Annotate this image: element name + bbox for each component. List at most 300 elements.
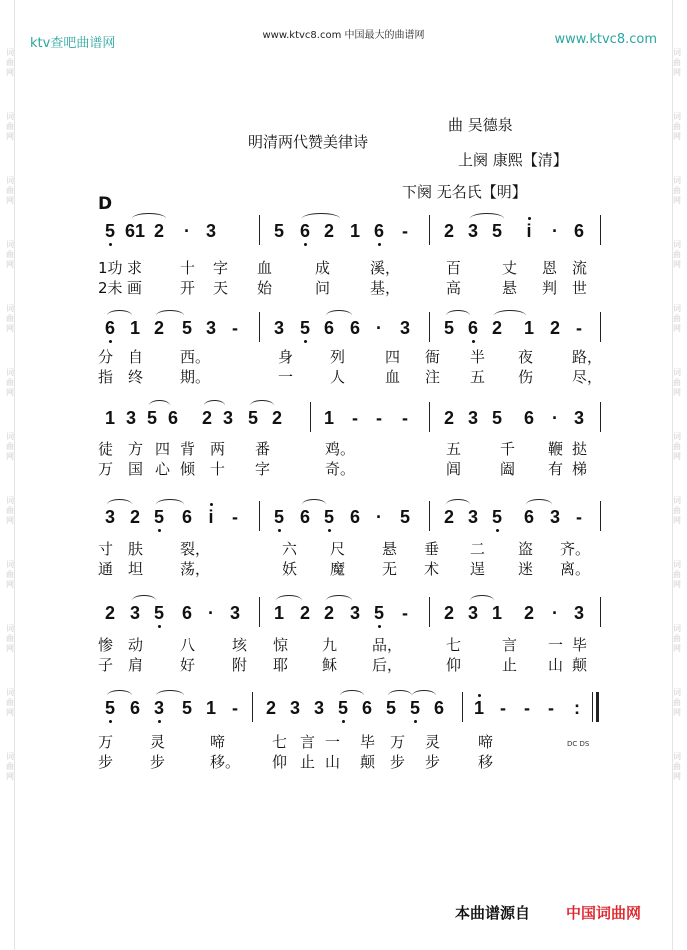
- score-note: 6: [523, 408, 534, 428]
- octave-dot: [109, 243, 112, 246]
- octave-dot: [158, 625, 161, 628]
- score-note: 1: [491, 603, 502, 623]
- lyric-word: 字: [213, 259, 229, 277]
- score-note: 2: [323, 603, 334, 623]
- lyric-word: 番: [255, 440, 271, 458]
- lyric-word: 天: [213, 279, 229, 297]
- bar-line: [429, 597, 430, 627]
- watermark-glyph: 曲: [673, 186, 681, 195]
- score-note: 6: [349, 507, 360, 527]
- score-note: -: [576, 507, 582, 527]
- lyric-word: 荡，: [180, 560, 211, 578]
- score-note: -: [232, 318, 238, 338]
- lyric-word: 四: [155, 440, 171, 458]
- watermark-glyph: 网: [673, 452, 681, 461]
- watermark-glyph: 曲: [6, 58, 14, 67]
- lyric-word: 迷: [518, 560, 534, 578]
- lyric-word: 字: [255, 460, 271, 478]
- header-site-name[interactable]: ktv查吧曲谱网: [30, 36, 116, 51]
- lyric-word: 半: [470, 348, 486, 366]
- score-note: 6: [467, 318, 478, 338]
- bar-line: [600, 312, 601, 342]
- score-note: 2: [443, 507, 454, 527]
- lyric-word: 百: [446, 259, 462, 277]
- lyric-word: 千: [500, 440, 516, 458]
- lyric-word: 成: [315, 259, 331, 277]
- lyric-word: 魔: [330, 560, 346, 578]
- score-note: 2: [323, 221, 334, 241]
- octave-dot: [328, 529, 331, 532]
- lyric-word: 言: [300, 733, 316, 751]
- score-note: -: [232, 507, 238, 527]
- score-note: ·: [184, 221, 190, 241]
- watermark-glyph: 网: [673, 644, 681, 653]
- lyric-word: 六: [282, 540, 298, 558]
- score-note: 2: [523, 603, 534, 623]
- octave-dot: [478, 694, 481, 697]
- lyric-word: 十: [210, 460, 226, 478]
- lyric-word: 十: [180, 259, 196, 277]
- watermark-glyph: 曲: [673, 762, 681, 771]
- score-note: 5: [299, 318, 310, 338]
- watermark-glyph: 网: [673, 132, 681, 141]
- slur-mark: [526, 499, 552, 510]
- watermark-glyph: 词: [6, 688, 14, 697]
- octave-dot: [378, 625, 381, 628]
- score-note: ·: [552, 603, 558, 623]
- score-note: 5: [153, 507, 164, 527]
- score-note: ·: [376, 318, 382, 338]
- octave-dot: [414, 720, 417, 723]
- octave-dot: [109, 720, 112, 723]
- lyric-word: 基，: [370, 279, 401, 297]
- slur-mark: [250, 400, 274, 411]
- score-note: 6: [299, 507, 310, 527]
- score-note: 6: [323, 318, 334, 338]
- score-note: -: [376, 408, 382, 428]
- watermark-glyph: 网: [673, 580, 681, 589]
- lyric-word: 夜: [518, 348, 534, 366]
- score-note: 3: [573, 408, 584, 428]
- score-note: 3: [399, 318, 410, 338]
- score-note: 3: [313, 698, 324, 718]
- slur-mark: [204, 400, 225, 411]
- watermark-glyph: 词: [6, 624, 14, 633]
- score-note: 6: [181, 603, 192, 623]
- watermark-glyph: 网: [673, 708, 681, 717]
- footer-source-name[interactable]: 中国词曲网: [566, 904, 642, 922]
- lyric-word: 附: [232, 656, 248, 674]
- score-note: 1: [523, 318, 534, 338]
- score-note: 5: [273, 221, 284, 241]
- lyric-word: 无: [382, 560, 398, 578]
- watermark-glyph: 网: [6, 708, 14, 717]
- lyric-word: 仰: [446, 656, 462, 674]
- slur-mark: [326, 310, 352, 321]
- lyric-word: 路，: [572, 348, 603, 366]
- lyric-word: 悬: [502, 279, 518, 297]
- lyric-word: 世: [572, 279, 588, 297]
- lyric-word: 指: [98, 368, 114, 386]
- lyric-word: 耶: [273, 656, 289, 674]
- slur-mark: [494, 310, 526, 321]
- lyric-word: 开: [180, 279, 196, 297]
- lyric-word: 一: [548, 636, 564, 654]
- score-note: 1: [323, 408, 334, 428]
- slur-mark: [446, 310, 470, 321]
- lyric-word: 肩: [128, 656, 144, 674]
- left-watermark-strip: [0, 0, 15, 950]
- lyric-word: 啼: [210, 733, 226, 751]
- octave-dot: [378, 243, 381, 246]
- score-note: 5: [146, 408, 157, 428]
- score-note: -: [402, 408, 408, 428]
- score-note: 3: [289, 698, 300, 718]
- score-note: :: [574, 698, 580, 718]
- bar-line: [429, 501, 430, 531]
- lyric-word: 七: [272, 733, 288, 751]
- watermark-glyph: 曲: [673, 570, 681, 579]
- lyric-word: 国: [128, 460, 144, 478]
- score-note: 3: [205, 221, 216, 241]
- score-note: 1: [473, 698, 484, 718]
- score-note: -: [576, 318, 582, 338]
- score-note: 6: [299, 221, 310, 241]
- watermark-glyph: 曲: [673, 506, 681, 515]
- score-note: 5: [385, 698, 396, 718]
- bar-line: [259, 215, 260, 245]
- lyric-word: 列: [330, 348, 346, 366]
- lyric-word: 奇。: [325, 460, 356, 478]
- watermark-glyph: 词: [673, 752, 681, 761]
- lyric-word: 尽，: [572, 368, 603, 386]
- lyric-word: 颠: [360, 753, 376, 771]
- score-note: 5: [399, 507, 410, 527]
- score-note: 6: [573, 221, 584, 241]
- lyric-word: 万: [98, 460, 114, 478]
- lyric-word: 止: [502, 656, 518, 674]
- lyric-word: 啼: [478, 733, 494, 751]
- watermark-glyph: 曲: [6, 314, 14, 323]
- watermark-glyph: 词: [6, 560, 14, 569]
- slur-mark: [107, 499, 132, 510]
- lyric-word: 丈: [502, 259, 518, 277]
- score-note: 2: [299, 603, 310, 623]
- score-note: 2: [104, 603, 115, 623]
- score-note: 3: [153, 698, 164, 718]
- lyric-word: 阊: [446, 460, 462, 478]
- slur-mark: [156, 310, 184, 321]
- lyric-word: 灵: [425, 733, 441, 751]
- lyric-word: 鸡。: [325, 440, 356, 458]
- octave-dot: [158, 720, 161, 723]
- lyric-word: 七: [446, 636, 462, 654]
- score-note: 6: [167, 408, 178, 428]
- score-note: 6: [129, 698, 140, 718]
- octave-dot: [342, 720, 345, 723]
- lyric-word: 盗: [518, 540, 534, 558]
- score-note: 5: [337, 698, 348, 718]
- watermark-glyph: 词: [673, 304, 681, 313]
- lyric-word: 身: [278, 348, 294, 366]
- watermark-glyph: 词: [673, 368, 681, 377]
- lyric-word: 终: [128, 368, 144, 386]
- lyric-word: 移。: [210, 753, 241, 771]
- lyricist-credit-2: 下阕 无名氏【明】: [402, 183, 527, 201]
- score-note: 1: [104, 408, 115, 428]
- watermark-glyph: 词: [6, 432, 14, 441]
- watermark-glyph: 曲: [6, 570, 14, 579]
- watermark-glyph: 曲: [673, 314, 681, 323]
- watermark-glyph: 曲: [673, 442, 681, 451]
- watermark-glyph: 曲: [673, 250, 681, 259]
- slur-mark: [156, 499, 184, 510]
- slur-mark: [107, 310, 132, 321]
- score-note: 3: [125, 408, 136, 428]
- octave-dot: [528, 217, 531, 220]
- key-signature: D: [98, 194, 113, 214]
- lyric-word: 言: [502, 636, 518, 654]
- watermark-glyph: 网: [673, 196, 681, 205]
- slur-mark: [149, 400, 170, 411]
- slur-mark: [470, 595, 494, 606]
- lyric-word: 灵: [150, 733, 166, 751]
- lyric-word: 阖: [500, 460, 516, 478]
- watermark-glyph: 网: [6, 132, 14, 141]
- bar-line: [252, 692, 253, 722]
- lyric-word: 两: [210, 440, 226, 458]
- score-note: i: [526, 221, 532, 241]
- lyric-word: 高: [446, 279, 462, 297]
- watermark-glyph: 网: [673, 324, 681, 333]
- watermark-glyph: 词: [673, 624, 681, 633]
- score-note: 1: [273, 603, 284, 623]
- lyric-word: 期。: [180, 368, 211, 386]
- lyric-word: 惨: [98, 636, 114, 654]
- lyric-word: 八: [180, 636, 196, 654]
- score-note: 3: [467, 507, 478, 527]
- watermark-glyph: 曲: [673, 378, 681, 387]
- lyric-word: 裂，: [180, 540, 211, 558]
- slur-mark: [276, 595, 302, 606]
- watermark-glyph: 网: [6, 260, 14, 269]
- watermark-glyph: 网: [6, 68, 14, 77]
- lyric-word: 子: [98, 656, 114, 674]
- lyric-word: 背: [180, 440, 196, 458]
- score-note: 5: [491, 221, 502, 241]
- lyric-word: 注: [425, 368, 441, 386]
- score-note: 6: [181, 507, 192, 527]
- watermark-glyph: 曲: [673, 698, 681, 707]
- lyric-word: 妖: [282, 560, 298, 578]
- lyric-word: 五: [470, 368, 486, 386]
- watermark-glyph: 词: [673, 176, 681, 185]
- score-note: 5: [181, 698, 192, 718]
- lyric-word: 毕: [360, 733, 376, 751]
- score-note: 3: [349, 603, 360, 623]
- lyric-word: 坦: [128, 560, 144, 578]
- lyric-word: 心: [155, 460, 171, 478]
- lyric-word: 步: [98, 753, 114, 771]
- lyric-word: 衙: [425, 348, 441, 366]
- lyric-word: 四: [385, 348, 401, 366]
- watermark-glyph: 曲: [673, 122, 681, 131]
- slur-mark: [388, 690, 412, 701]
- right-watermark-strip: [672, 0, 687, 950]
- lyric-word: 倾: [180, 460, 196, 478]
- score-note: -: [402, 221, 408, 241]
- watermark-glyph: 词: [6, 240, 14, 249]
- octave-dot: [472, 340, 475, 343]
- lyric-word: 离。: [560, 560, 591, 578]
- score-note: 2: [443, 221, 454, 241]
- watermark-glyph: 网: [6, 324, 14, 333]
- lyric-word: 五: [446, 440, 462, 458]
- lyric-word: 好: [180, 656, 196, 674]
- bar-line: [259, 597, 260, 627]
- octave-dot: [158, 529, 161, 532]
- lyric-word: 步: [150, 753, 166, 771]
- watermark-glyph: 网: [6, 644, 14, 653]
- score-note: 1: [349, 221, 360, 241]
- lyric-word: 惊: [273, 636, 289, 654]
- lyric-word: 后，: [372, 656, 403, 674]
- header-site-url[interactable]: www.ktvc8.com: [554, 32, 657, 47]
- lyric-word: 一: [325, 733, 341, 751]
- watermark-glyph: 词: [6, 496, 14, 505]
- score-note: 6: [523, 507, 534, 527]
- score-note: -: [524, 698, 530, 718]
- header-site-slogan: www.ktvc8.com 中国最大的曲谱网: [262, 30, 425, 41]
- score-note: 3: [104, 507, 115, 527]
- score-note: 2: [491, 318, 502, 338]
- score-note: -: [402, 603, 408, 623]
- score-note: 3: [467, 408, 478, 428]
- lyric-word: 伤: [518, 368, 534, 386]
- lyric-word: 仰: [272, 753, 288, 771]
- watermark-glyph: 曲: [6, 186, 14, 195]
- slur-mark: [107, 690, 132, 701]
- watermark-glyph: 词: [673, 112, 681, 121]
- composer-credit: 曲 吴德泉: [448, 116, 513, 134]
- score-note: 2: [153, 318, 164, 338]
- lyric-word: 通: [98, 560, 114, 578]
- lyric-word: 分: [98, 348, 114, 366]
- lyric-word: 山: [325, 753, 341, 771]
- lyric-word: 九: [322, 636, 338, 654]
- slur-mark: [326, 595, 352, 606]
- watermark-glyph: 网: [6, 196, 14, 205]
- lyric-word: 自: [128, 348, 144, 366]
- watermark-glyph: 曲: [6, 698, 14, 707]
- lyric-word: 逞: [470, 560, 486, 578]
- watermark-glyph: 网: [673, 260, 681, 269]
- lyric-word: 术: [424, 560, 440, 578]
- bar-line: [600, 402, 601, 432]
- lyric-word: 颠: [572, 656, 588, 674]
- score-note: 2: [443, 408, 454, 428]
- score-note: 6: [349, 318, 360, 338]
- score-note: 5: [273, 507, 284, 527]
- score-note: 5: [491, 408, 502, 428]
- score-note: 2: [201, 408, 212, 428]
- lyric-word: 稣: [322, 656, 338, 674]
- lyric-word: 动: [128, 636, 144, 654]
- score-note: 3: [573, 603, 584, 623]
- score-note: ·: [208, 603, 214, 623]
- watermark-glyph: 曲: [6, 378, 14, 387]
- score-note: 5: [409, 698, 420, 718]
- score-note: 61: [124, 221, 146, 241]
- watermark-glyph: 词: [673, 240, 681, 249]
- score-note: -: [500, 698, 506, 718]
- score-note: 3: [467, 603, 478, 623]
- lyric-word: 止: [300, 753, 316, 771]
- lyric-word: 问: [315, 279, 331, 297]
- slur-mark: [446, 499, 470, 510]
- score-note: 2: [443, 603, 454, 623]
- lyric-word: 垓: [232, 636, 248, 654]
- watermark-glyph: 网: [6, 388, 14, 397]
- watermark-glyph: 词: [673, 496, 681, 505]
- lyric-word: 一: [278, 368, 294, 386]
- watermark-glyph: 网: [673, 388, 681, 397]
- octave-dot: [210, 503, 213, 506]
- lyric-word: 移: [478, 753, 494, 771]
- score-note: 3: [205, 318, 216, 338]
- octave-dot: [304, 340, 307, 343]
- score-note: 5: [153, 603, 164, 623]
- bar-line: [259, 501, 260, 531]
- score-note: 5: [443, 318, 454, 338]
- watermark-glyph: 曲: [673, 634, 681, 643]
- lyric-word: 万: [390, 733, 406, 751]
- lyric-word: 血: [257, 259, 273, 277]
- score-note: 2: [153, 221, 164, 241]
- watermark-glyph: 词: [673, 432, 681, 441]
- score-note: 5: [491, 507, 502, 527]
- watermark-glyph: 曲: [6, 442, 14, 451]
- bar-line: [462, 692, 463, 722]
- score-note: -: [232, 698, 238, 718]
- score-note: ·: [552, 221, 558, 241]
- bar-line: [429, 402, 430, 432]
- score-note: 5: [181, 318, 192, 338]
- slur-mark: [132, 213, 166, 224]
- score-note: 3: [273, 318, 284, 338]
- lyric-word: 人: [330, 368, 346, 386]
- watermark-glyph: 曲: [6, 634, 14, 643]
- watermark-glyph: 词: [673, 688, 681, 697]
- lyric-word: 血: [385, 368, 401, 386]
- lyric-word: 判: [542, 279, 558, 297]
- score-note: 3: [229, 603, 240, 623]
- lyricist-credit-1: 上阕 康熙【清】: [458, 151, 568, 169]
- bar-line: [259, 312, 260, 342]
- watermark-glyph: 曲: [6, 122, 14, 131]
- score-note: 2: [549, 318, 560, 338]
- lyric-word: 垂: [424, 540, 440, 558]
- lyric-word: 流: [572, 259, 588, 277]
- bar-line: [600, 215, 601, 245]
- score-note: ·: [552, 408, 558, 428]
- lyric-word: 齐。: [560, 540, 591, 558]
- lyric-word: 2未: [98, 279, 123, 297]
- lyric-word: 步: [425, 753, 441, 771]
- octave-dot: [304, 243, 307, 246]
- score-note: -: [352, 408, 358, 428]
- watermark-glyph: 词: [673, 48, 681, 57]
